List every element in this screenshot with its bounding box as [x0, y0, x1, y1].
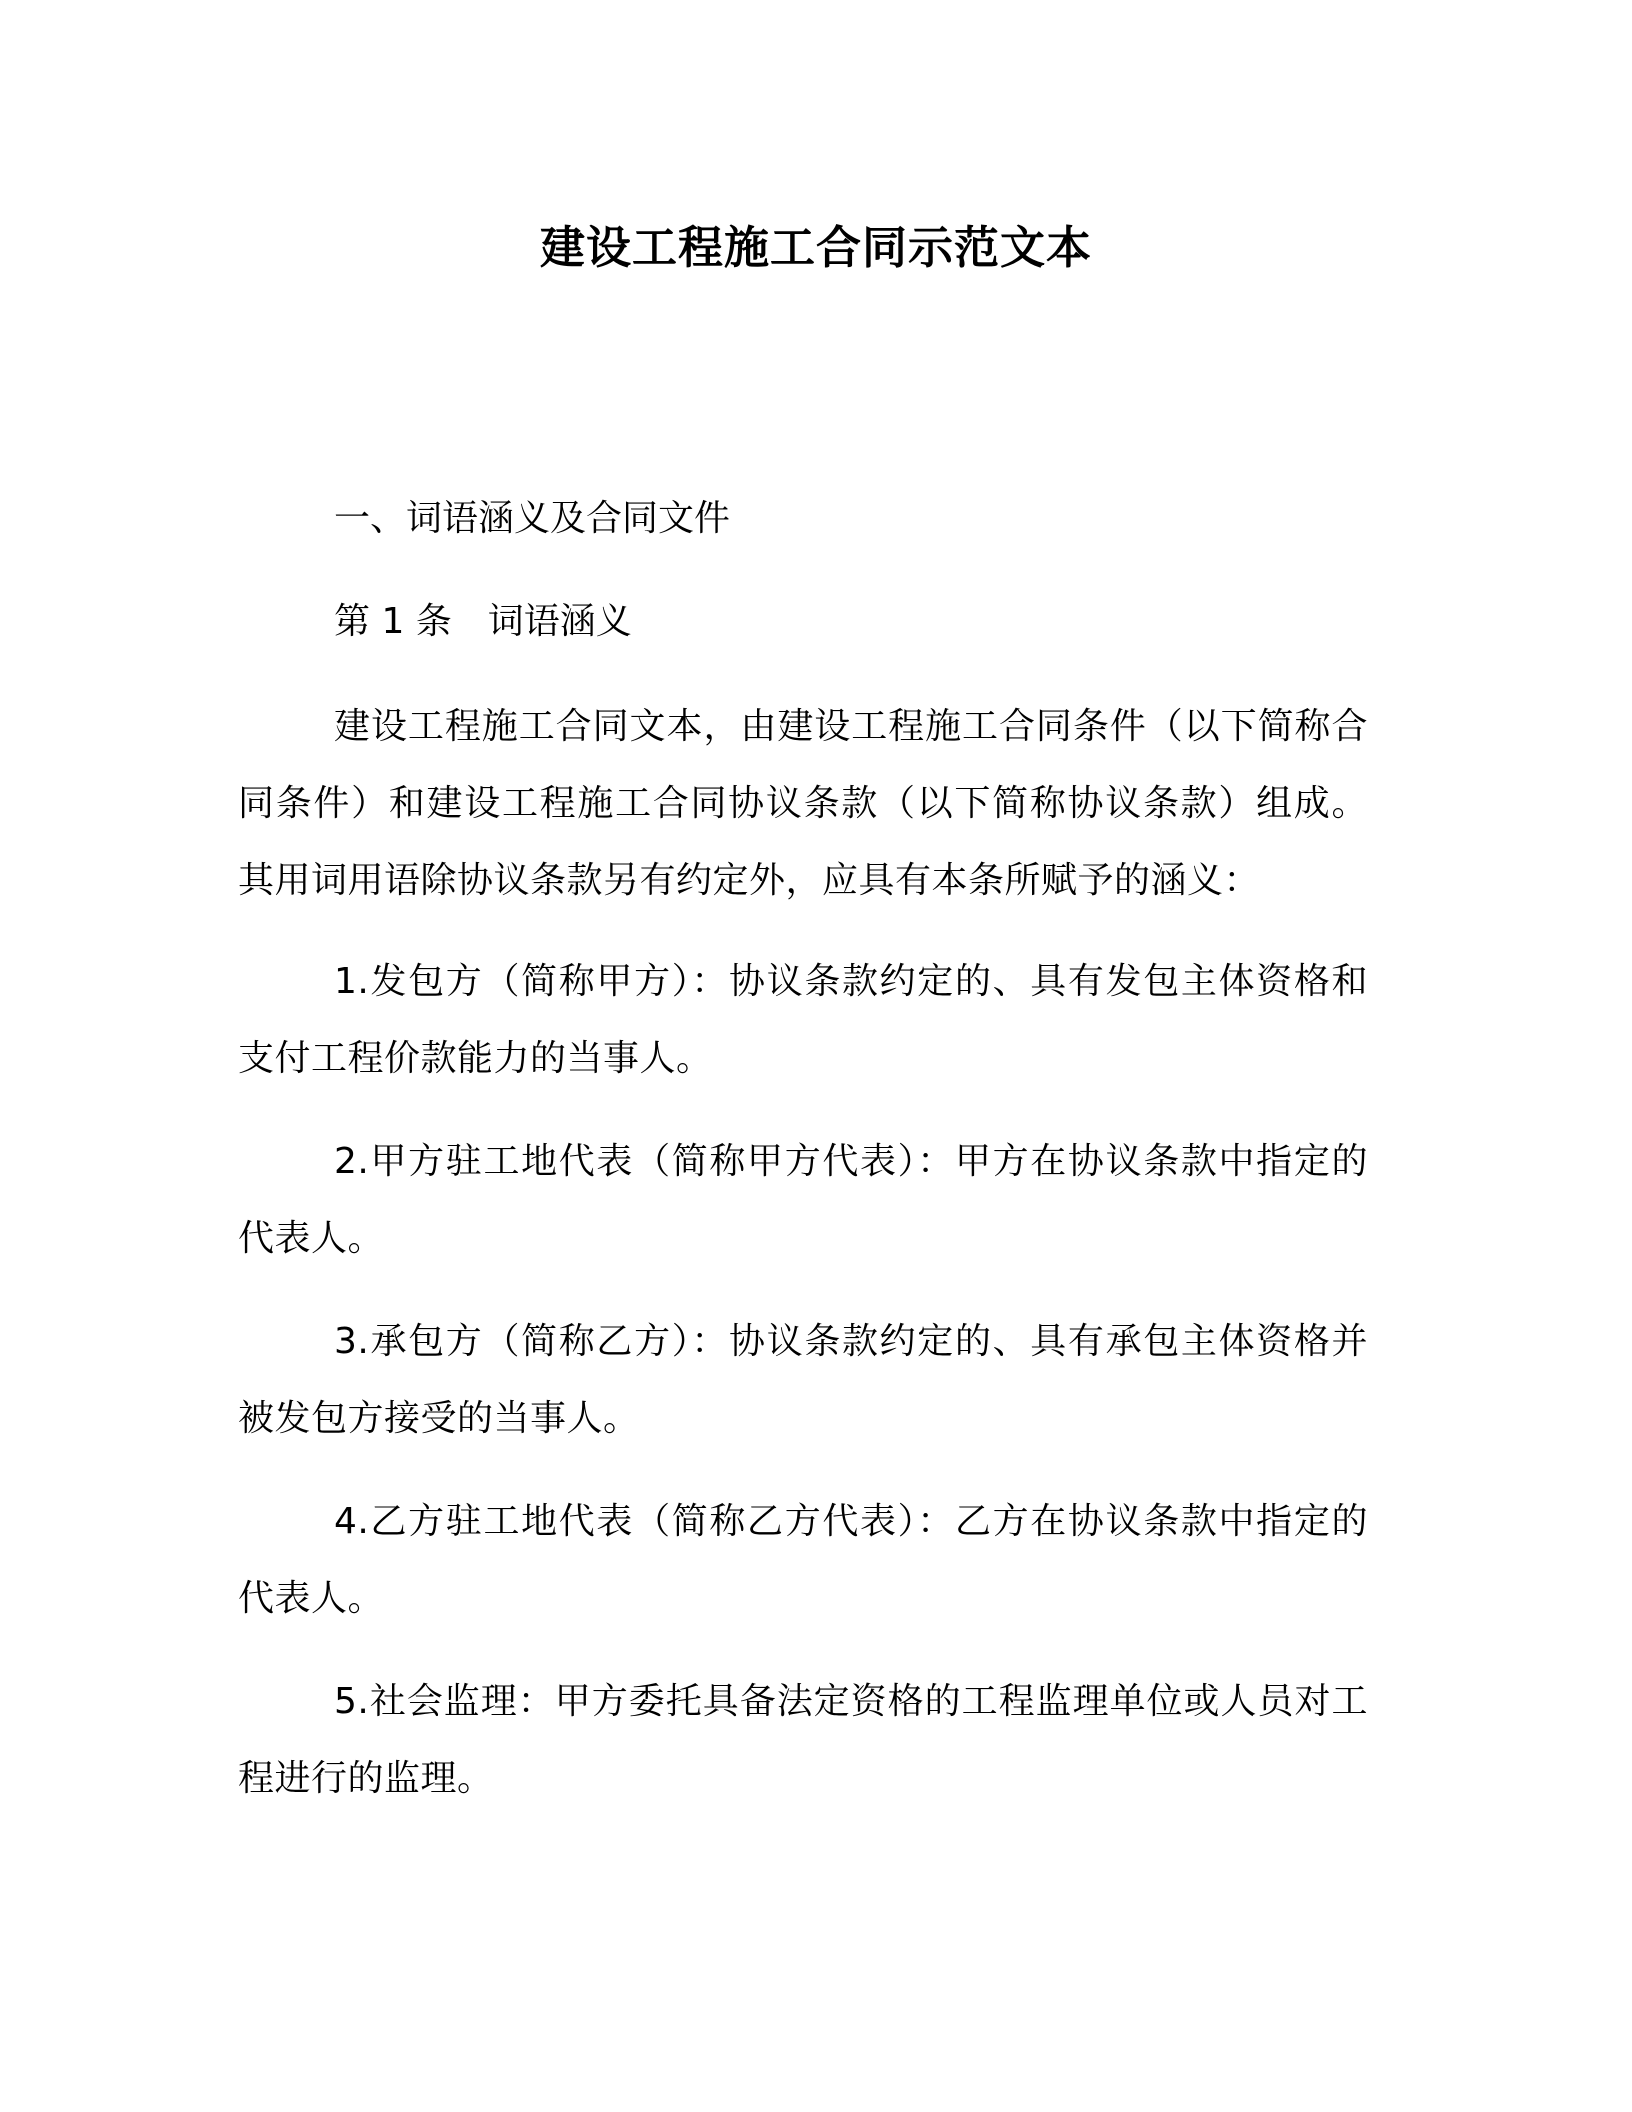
intro-paragraph: 建设工程施工合同文本，由建设工程施工合同条件（以下简称合同条件）和建设工程施工合同协议条款（以下简称协议条款）组成。其用词用语除协议条款另有约定外，应具有本条所赋予的涵义：	[238, 706, 1368, 901]
definition-item-1: 1.发包方（简称甲方）：协议条款约定的、具有发包主体资格和支付工程价款能力的当事人。	[238, 961, 1368, 1079]
definition-item-2: 2.甲方驻工地代表（简称甲方代表）：甲方在协议条款中指定的代表人。	[238, 1141, 1368, 1259]
section-heading: 一、词语涵义及合同文件	[334, 498, 731, 539]
article-heading: 第 1 条 词语涵义	[334, 601, 632, 642]
definition-item-4: 4.乙方驻工地代表（简称乙方代表）：乙方在协议条款中指定的代表人。	[238, 1501, 1368, 1619]
document-title: 建设工程施工合同示范文本	[539, 221, 1092, 274]
definition-item-3: 3.承包方（简称乙方）：协议条款约定的、具有承包主体资格并被发包方接受的当事人。	[238, 1321, 1368, 1439]
definition-item-5: 5.社会监理：甲方委托具备法定资格的工程监理单位或人员对工程进行的监理。	[238, 1681, 1368, 1799]
